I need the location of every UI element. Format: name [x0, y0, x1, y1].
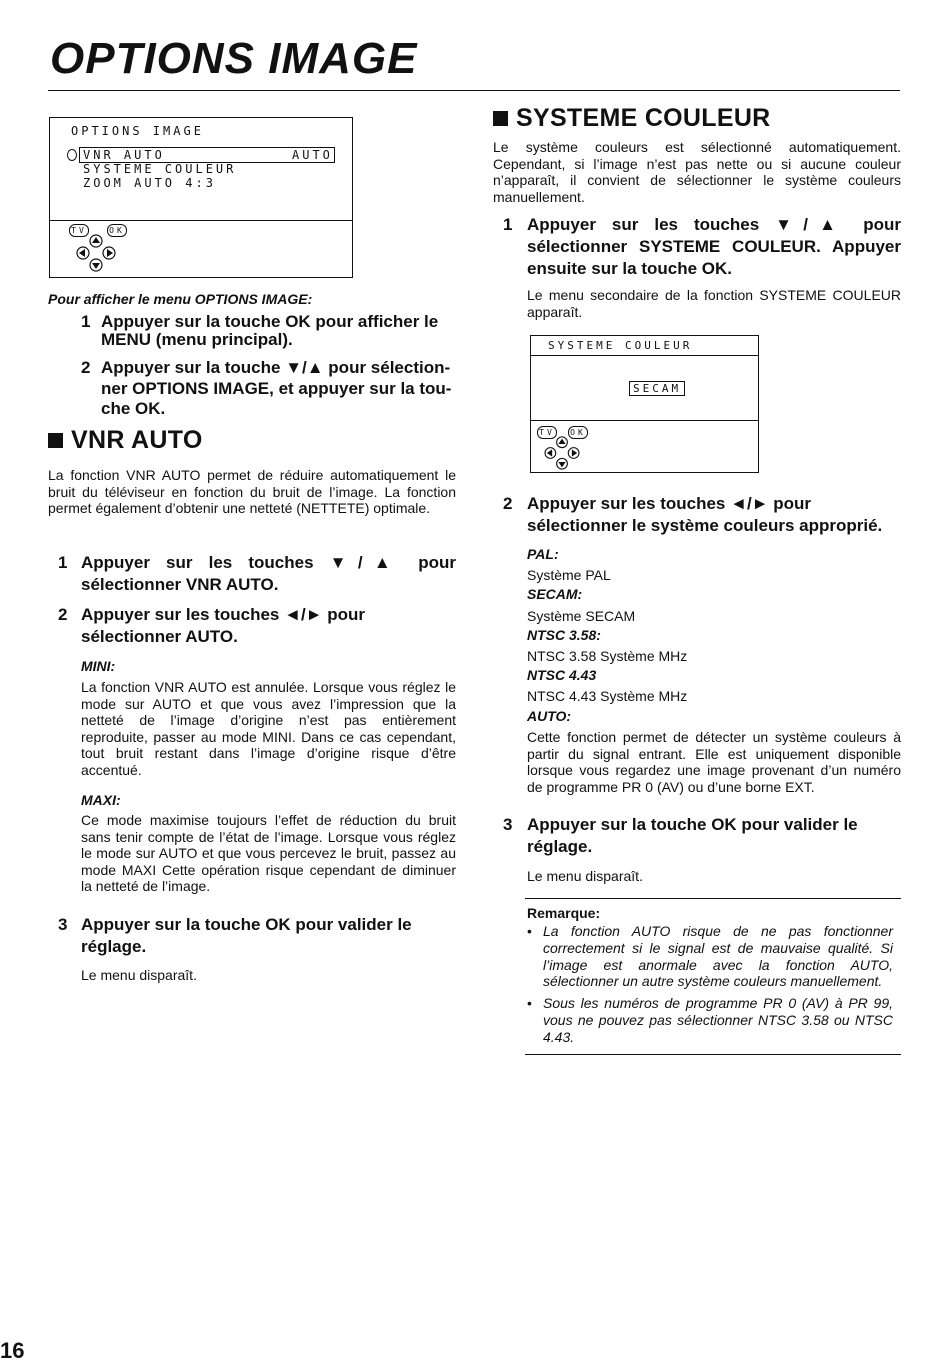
option-auto-text: Cette fonction permet de détecter un système couleurs à partir du signal entrant. Elle est uniquement disponible lorsque vous regardez une image provenant d’un numéro de programme PR 0 (AV) ou d’une borne EXT.: [527, 729, 901, 795]
title-divider: [48, 90, 900, 91]
vnr-intro: La fonction VNR AUTO permet de réduire automatiquement le bruit du téléviseur en fonction du bruit de l’image. La fonction permet également d’obtenir une netteté (NETTETE) optimale.: [48, 467, 456, 517]
square-bullet-icon: [48, 433, 63, 448]
option-ntsc443-text: NTSC 4.43 Système MHz: [527, 688, 688, 704]
vnr-heading: VNR AUTO: [48, 426, 203, 455]
intro-heading: Pour afficher le menu OPTIONS IMAGE:: [48, 291, 313, 307]
osd-options-image: [49, 117, 353, 278]
couleur-heading: SYSTEME COULEUR: [493, 104, 771, 133]
bullet-dot-icon: •: [527, 995, 532, 1011]
square-bullet-icon: [493, 111, 508, 126]
osd-header: OPTIONS IMAGE: [71, 124, 204, 138]
option-secam-text: Système SECAM: [527, 608, 636, 624]
couleur-step-1: 1 Appuyer sur les touches ▼/▲ pour sélectionner SYSTEME COULEUR. Appuyer ensuite sur la touche OK.: [503, 215, 901, 278]
ok-key-icon: OK: [107, 224, 127, 237]
vnr-step-3-note: Le menu disparaît.: [81, 967, 197, 983]
osd-cursor-icon: [67, 149, 77, 161]
note-item: • Sous les numéros de programme PR 0 (AV) à PR 99, vous ne pouvez pas sélectionner NTSC 3.58 ou NTSC 4.43.: [527, 995, 893, 1045]
maxi-text: Ce mode maximise toujours l’effet de réduction du bruit sans tenir compte de l’état de l’image. Lorsque vous réglez le mode sur AUTO et que vous percevez le bruit, passez au mode MAXI Cette opération risque cependant de diminuer la netteté de l’image.: [81, 812, 456, 895]
note-item: • La fonction AUTO risque de ne pas fonctionner correctement si le signal est de mauvaise qualité. Si l’image est anormale avec la fonction AUTO, sélectionner un autre système couleurs manuellement.: [527, 923, 893, 990]
osd-divider: [531, 420, 758, 421]
vnr-step-3: 3 Appuyer sur la touche OK pour valider le réglage.: [58, 915, 412, 956]
osd-row-vnr-label: VNR AUTO: [83, 148, 165, 162]
osd-couleur-header: SYSTEME COULEUR: [548, 339, 693, 352]
osd-selected-system: SECAM: [629, 381, 685, 396]
option-ntsc443-heading: NTSC 4.43: [527, 667, 597, 683]
maxi-heading: MAXI:: [81, 792, 121, 808]
mini-heading: MINI:: [81, 658, 116, 674]
note-heading: Remarque:: [527, 905, 601, 921]
vnr-step-2: 2 Appuyer sur les touches ◄/► pour sélectionner AUTO.: [58, 605, 365, 646]
option-secam-heading: SECAM:: [527, 586, 583, 602]
option-ntsc358-text: NTSC 3.58 Système MHz: [527, 648, 688, 664]
option-ntsc358-heading: NTSC 3.58:: [527, 627, 601, 643]
intro-step-1: 1 Appuyer sur la touche OK pour afficher le MENU (menu principal).: [81, 312, 439, 349]
osd-divider: [531, 355, 758, 356]
option-pal-heading: PAL:: [527, 546, 559, 562]
option-auto-heading: AUTO:: [527, 708, 572, 724]
couleur-step-3-note: Le menu disparaît.: [527, 868, 643, 884]
couleur-step-1-note: Le menu secondaire de la fonction SYSTEME COULEUR apparaît.: [527, 287, 901, 320]
vnr-step-1: 1 Appuyer sur les touches ▼/▲ pour sélectionner VNR AUTO.: [58, 553, 456, 594]
intro-step-2: 2 Appuyer sur la touche ▼/▲ pour sélection-ner OPTIONS IMAGE, et appuyer sur la tou-che OK.: [81, 358, 452, 418]
note-top-rule: [525, 898, 901, 899]
note-bottom-rule: [525, 1054, 901, 1055]
page-title: OPTIONS IMAGE: [50, 34, 418, 83]
option-pal-text: Système PAL: [527, 567, 611, 583]
page-number: 16: [0, 1338, 25, 1363]
osd-systeme-couleur: [530, 335, 759, 473]
tv-key-icon: TV: [537, 426, 557, 439]
osd-divider: [50, 220, 352, 221]
osd-row-zoom: ZOOM AUTO 4:3: [83, 176, 216, 190]
dpad-icon: [75, 234, 117, 272]
couleur-step-3: 3 Appuyer sur la touche OK pour valider le réglage.: [503, 815, 858, 856]
bullet-dot-icon: •: [527, 923, 532, 939]
couleur-intro: Le système couleurs est sélectionné automatiquement. Cependant, si l’image n’est pas nette ou si aucune couleur n’apparaît, il convient de sélectionner le système couleurs manuellement.: [493, 139, 901, 205]
tv-key-icon: TV: [69, 224, 89, 237]
couleur-step-2: 2 Appuyer sur les touches ◄/► pour sélectionner le système couleurs approprié.: [503, 494, 883, 535]
osd-row-couleur: SYSTEME COULEUR: [83, 162, 237, 176]
mini-text: La fonction VNR AUTO est annulée. Lorsque vous réglez le mode sur AUTO et que vous avez l’impression que la netteté de l’image d’origine n’est pas entièrement reproduite, passer au mode MINI. Dans ce cas cependant, tout bruit restant dans l’image d’origine risque d’être accentué.: [81, 679, 456, 778]
dpad-icon: [543, 436, 581, 470]
ok-key-icon: OK: [568, 426, 588, 439]
osd-row-vnr-value: AUTO: [292, 148, 333, 162]
